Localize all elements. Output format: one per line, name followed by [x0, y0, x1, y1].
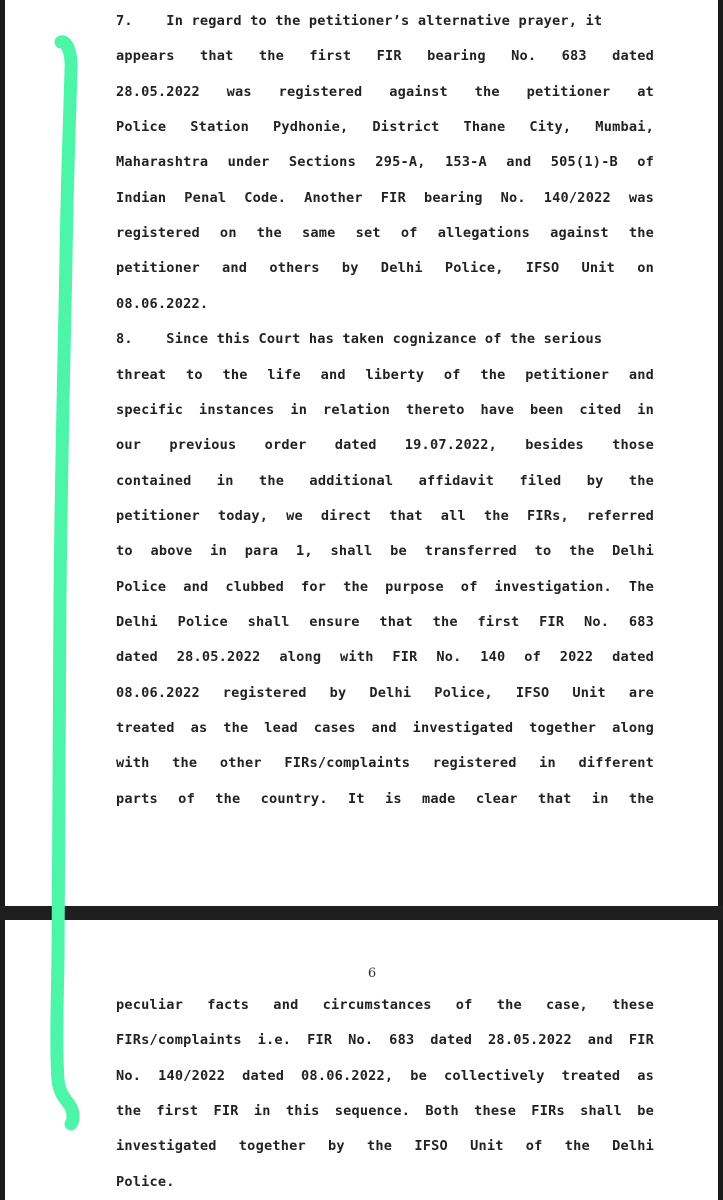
- text-line: 8. Since this Court has taken cognizance of the serious: [116, 331, 603, 348]
- text-line: treated as the lead cases and investigated together along: [116, 720, 654, 736]
- text-line: the first FIR in this sequence. Both these FIRs shall be: [116, 1103, 654, 1120]
- text-line: 08.06.2022 registered by Delhi Police, IFSO Unit are: [116, 684, 654, 701]
- text-line: petitioner today, we direct that all the FIRs, referred: [116, 507, 654, 524]
- text-line: Maharashtra under Sections 295-A, 153-A and 505(1)-B of: [116, 154, 654, 171]
- text-line: specific instances in relation thereto have been cited in: [116, 401, 654, 418]
- text-line: peculiar facts and circumstances of the case, these: [116, 997, 654, 1013]
- text-line: Delhi Police shall ensure that the first FIR No. 683: [116, 613, 654, 630]
- text-line: petitioner and others by Delhi Police, IFSO Unit on: [116, 260, 654, 277]
- text-line: Police and clubbed for the purpose of investigation. The: [116, 578, 654, 595]
- text-line: Indian Penal Code. Another FIR bearing No. 140/2022 was: [116, 189, 654, 206]
- text-line: with the other FIRs/complaints registered in different: [116, 755, 654, 772]
- text-line: 28.05.2022 was registered against the petitioner at: [116, 83, 654, 100]
- text-line: 7. In regard to the petitioner’s alternative prayer, it: [116, 13, 603, 29]
- text-line: Police Station Pydhonie, District Thane City, Mumbai,: [116, 119, 654, 136]
- left-page-edge: [0, 0, 5, 1200]
- right-page-edge: [718, 0, 723, 1200]
- text-line: contained in the additional affidavit filed by the: [116, 472, 654, 489]
- text-line: dated 28.05.2022 along with FIR No. 140 of 2022 dated: [116, 649, 654, 666]
- text-line: registered on the same set of allegations against the: [116, 225, 654, 242]
- text-line: parts of the country. It is made clear that in the: [116, 790, 654, 807]
- text-line: investigated together by the IFSO Unit of the Delhi: [116, 1138, 654, 1155]
- text-line: threat to the life and liberty of the petitioner and: [116, 366, 654, 383]
- text-line: 08.06.2022.: [116, 295, 209, 312]
- text-line: Police.: [116, 1173, 175, 1190]
- text-line: FIRs/complaints i.e. FIR No. 683 dated 28.05.2022 and FIR: [116, 1032, 654, 1049]
- page-number: 6: [367, 966, 377, 981]
- text-line: to above in para 1, shall be transferred to the Delhi: [116, 543, 654, 560]
- text-line: No. 140/2022 dated 08.06.2022, be collectively treated as: [116, 1067, 654, 1084]
- text-line: our previous order dated 19.07.2022, besides those: [116, 437, 654, 454]
- text-line: appears that the first FIR bearing No. 683 dated: [116, 48, 654, 65]
- page-break-separator: [0, 906, 723, 920]
